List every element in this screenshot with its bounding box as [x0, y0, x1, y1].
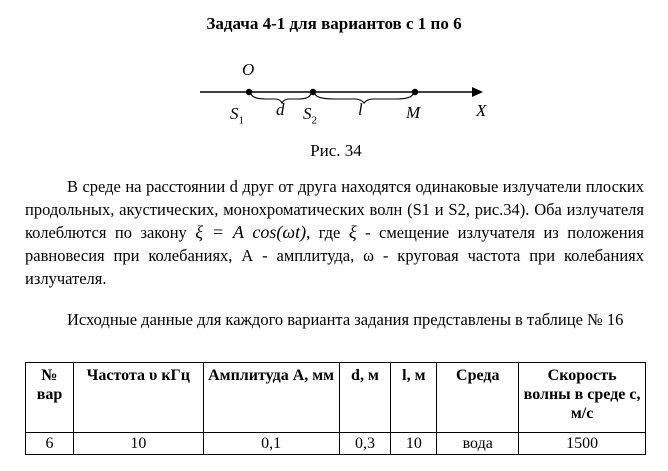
cell-d: 0,3 — [339, 433, 391, 455]
cell-speed: 1500 — [519, 433, 646, 455]
cell-frequency: 10 — [73, 433, 203, 455]
cell-medium: вода — [437, 433, 519, 455]
label-s2: $S_2$ — [303, 104, 317, 127]
task-title: Задача 4-1 для вариантов с 1 по 6 — [206, 14, 462, 33]
label-l: l — [358, 100, 363, 119]
figure-34 — [190, 58, 500, 160]
header-variant: № вар — [26, 363, 74, 433]
brace-l — [315, 94, 413, 103]
label-origin: O — [242, 60, 255, 79]
axis-arrow-icon — [472, 87, 483, 97]
label-x: X — [476, 101, 487, 120]
header-speed: Скорость волны в среде с, м/с — [519, 363, 646, 433]
header-medium: Среда — [437, 363, 519, 433]
cell-amplitude: 0,1 — [203, 433, 339, 455]
formula: ξ = A cos(ωt) — [195, 222, 307, 242]
label-m: M — [406, 103, 421, 122]
label-s1: $S_1$ — [230, 104, 244, 127]
header-d: d, м — [339, 363, 391, 433]
header-frequency: Частота υ кГц — [73, 363, 203, 433]
header-amplitude: Амплитуда А, мм — [203, 363, 339, 433]
figure-caption: Рис. 34 — [310, 141, 362, 160]
header-l: l, м — [391, 363, 437, 433]
cell-variant: 6 — [26, 433, 74, 455]
label-d: d — [276, 100, 285, 119]
xi-symbol: ξ — [348, 222, 357, 242]
table-header-row — [26, 363, 646, 433]
problem-paragraph: В среде на расстоянии d друг от друга находятся одинаковые излучатели плоских продольных, акустических, монохроматических волн (S1 и S2, рис.34). Оба излучателя колеблются по закону ξ = A cos(ωt), где ξ - смещение излучателя из положения равновесия при колебаниях, А - амплитуда, ω - круговая частота при колебаниях излучателя. — [25, 177, 645, 288]
variant-data-table — [25, 362, 646, 455]
table-row — [26, 433, 646, 455]
data-intro-paragraph: Исходные данные для каждого варианта задания представлены в таблице № 16 — [67, 310, 624, 329]
cell-l: 10 — [391, 433, 437, 455]
